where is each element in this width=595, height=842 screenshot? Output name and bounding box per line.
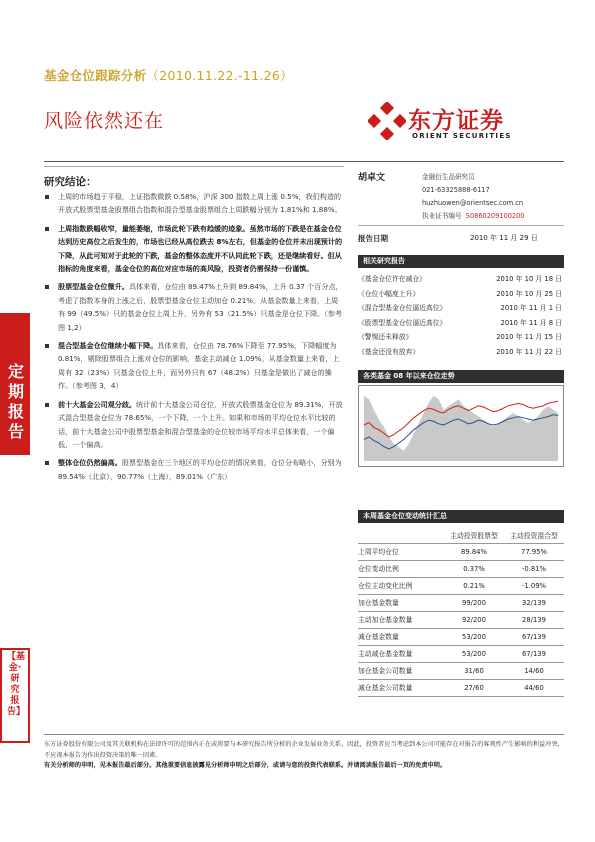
related-report-item[interactable]: 《基金还没有放弃》 2010 年 11 月 22 日: [358, 347, 562, 356]
related-report-item[interactable]: 《混合型基金仓位逼近高位》 2010 年 11 月 1 日: [358, 304, 562, 313]
bullet-icon: [45, 195, 49, 199]
report-date-label: 报告日期: [358, 234, 388, 243]
table-row: 仓位变动比例 0.37% -0.81%: [358, 560, 564, 577]
summary-item: 股票型基金仓位微升。具体来看，仓位由 89.47%上升到 89.84%，上升 0.37 个百分点，考虑了指数本身的上涨之后，股票型基金仓位主动加仓 0.21%。从基金数量上来看，上周有 99（49.5%）只的基金仓位上周上升，另外有 53（21.5%）只基金是仓位下降。（参考图 1,2）: [44, 280, 344, 334]
related-reports-header: 相关研究报告: [358, 255, 564, 268]
position-change-table: [358, 529, 564, 697]
footer-disclaimer: 东方证券股份有限公司及其关联机构在法律许可的范围内正在或将要与本研究报告所分析的企业发展业务关系。因此，投资者应当考虑到本公司可能存在对报告的客观性产生影响的利益冲突，不应视本报告为作出投资决策的唯一因素。: [44, 741, 564, 759]
table-row: 减仓基金数量 53/200 67/139: [358, 628, 564, 645]
bullet-icon: [45, 403, 49, 407]
series-title: [44, 66, 293, 84]
bullet-icon: [45, 285, 49, 289]
related-report-item[interactable]: 《股票型基金仓位逼近高位》 2010 年 11 月 8 日: [358, 318, 562, 327]
analyst-email[interactable]: huzhuowen@orientsec.com.cn: [422, 199, 524, 207]
analyst-divider: [358, 225, 564, 226]
related-reports-list: [358, 272, 564, 360]
related-report-item[interactable]: 《仓位小幅度上升》 2010 年 10 月 25 日: [358, 289, 562, 298]
table-row: 仓位主动变化比例 0.21% -1.09%: [358, 577, 564, 594]
summary-item: 上周指数跌幅收窄，量能萎缩，市场此轮下跌有趋缓的迹象。虽然市场的下跌是在基金仓位达到历史高位之后发生的，市场也已经从高位跌去 8%左右，但基金的仓位并未出现预计的下降，从此可知对于此轮的下跌，基金的整体态度并不认同此轮下跌，还是继续看好。但从指标的角度来看，基金仓位的高位对应市场的高风险，投资者仍需保持一份谨慎。: [44, 222, 344, 276]
position-table-header: 本周基金仓位变动统计汇总: [358, 510, 564, 523]
bullet-icon: [45, 344, 49, 348]
analyst-name: 胡卓文: [358, 173, 386, 183]
logo-text-en: ORIENT SECURITIES: [412, 132, 512, 140]
analyst-title: 金融衍生品研究员: [422, 173, 475, 181]
summary-item: 上周的市场趋于平稳，上证指数微跌 0.58%，沪深 300 指数上周上涨 0.5%，我们构造的开放式股票型基金股票组合指数和混合型基金股票组合上周跌幅分别为 1.81%和 1.88%。: [44, 190, 344, 217]
related-report-item[interactable]: 《基金仓位许在减仓》 2010 年 10 月 18 日: [358, 275, 562, 283]
summary-item: 混合型基金仓位继续小幅下降。具体来看，仓位由 78.76%下降至 77.95%，下降幅度为 0.81%，剔除股票组合上涨对仓位的影响，基金主动减仓 1.09%。从基金数量上来看，上周有 32（23%）只基金仓位上升，而另外只有 67（48.2%）只基金是做出了减仓的操作。（参考图 3，4）: [44, 339, 344, 393]
summary-divider: [44, 166, 344, 167]
position-trend-chart: [358, 385, 564, 467]
table-row: 减仓基金公司数量 27/60 44/60: [358, 679, 564, 697]
analyst-info: [422, 171, 525, 223]
side-tab-bottom-label: 【基金·研究报告】: [7, 652, 26, 717]
position-chart-header: 各类基金 08 年以来仓位走势: [358, 370, 564, 383]
summary-heading: 研究结论：: [44, 176, 97, 188]
series-name: 基金仓位跟踪分析: [44, 68, 147, 83]
side-tab-label: 定期报告: [7, 362, 24, 441]
table-row: 主动减仓基金数量 53/200 67/139: [358, 645, 564, 662]
footer: [44, 740, 564, 772]
summary-item: 整体仓位仍然偏高。股票型基金在三个地区的平均仓位的情况来看，仓位分布略小，分别为 89.54%（北京），90.77%（上海），89.01%（广东）: [44, 456, 344, 483]
table-row: 主动加仓基金数量 92/200 28/139: [358, 611, 564, 628]
related-report-item[interactable]: 《警惕还未释放》 2010 年 11 月 15 日: [358, 333, 562, 342]
bullet-icon: [45, 461, 49, 465]
analyst-cert: 执业证书编号 S0860209100200: [422, 212, 525, 220]
table-row: 加仓基金公司数量 31/60 14/60: [358, 662, 564, 679]
analyst-phone: 021-63325888-6117: [422, 186, 490, 194]
table-row: 上周平均仓位 89.84% 77.95%: [358, 543, 564, 560]
bullet-icon: [45, 227, 49, 231]
footer-divider: [44, 734, 564, 735]
summary-item: 前十大基金公司观分歧。统计前十大基金公司仓位，开放式股票基金仓位为 89.31%，开放式混合型基金仓位为 78.65%，一个下降，一个上升。如果和市场的平均仓位水平比较的话，前十大基金公司中股票型基金和混合型基金的仓位较市场平均水平总体来看，一个偏低，一个偏高。: [44, 398, 344, 452]
footer-note: 有关分析师的申明，见本报告最后部分。其他重要信息披露见分析师申明之后部分，或请与您的投资代表联系。并请阅读报告最后一页的免责申明。: [44, 762, 447, 769]
company-logo: [368, 98, 558, 148]
header-divider: [44, 161, 564, 162]
report-title: 风险依然还在: [44, 110, 165, 132]
logo-text-cn: 东方证券: [408, 108, 504, 134]
table-header-row: 主动投资股票型 主动投资混合型: [450, 532, 558, 540]
logo-mark-icon: [368, 102, 406, 140]
summary-list: [44, 190, 344, 488]
report-date-value: 2010 年 11 月 29 日: [470, 234, 538, 242]
table-row: 加仓基金数量 99/200 32/139: [358, 594, 564, 611]
date-range: （2010.11.22.-11.26）: [146, 68, 293, 83]
